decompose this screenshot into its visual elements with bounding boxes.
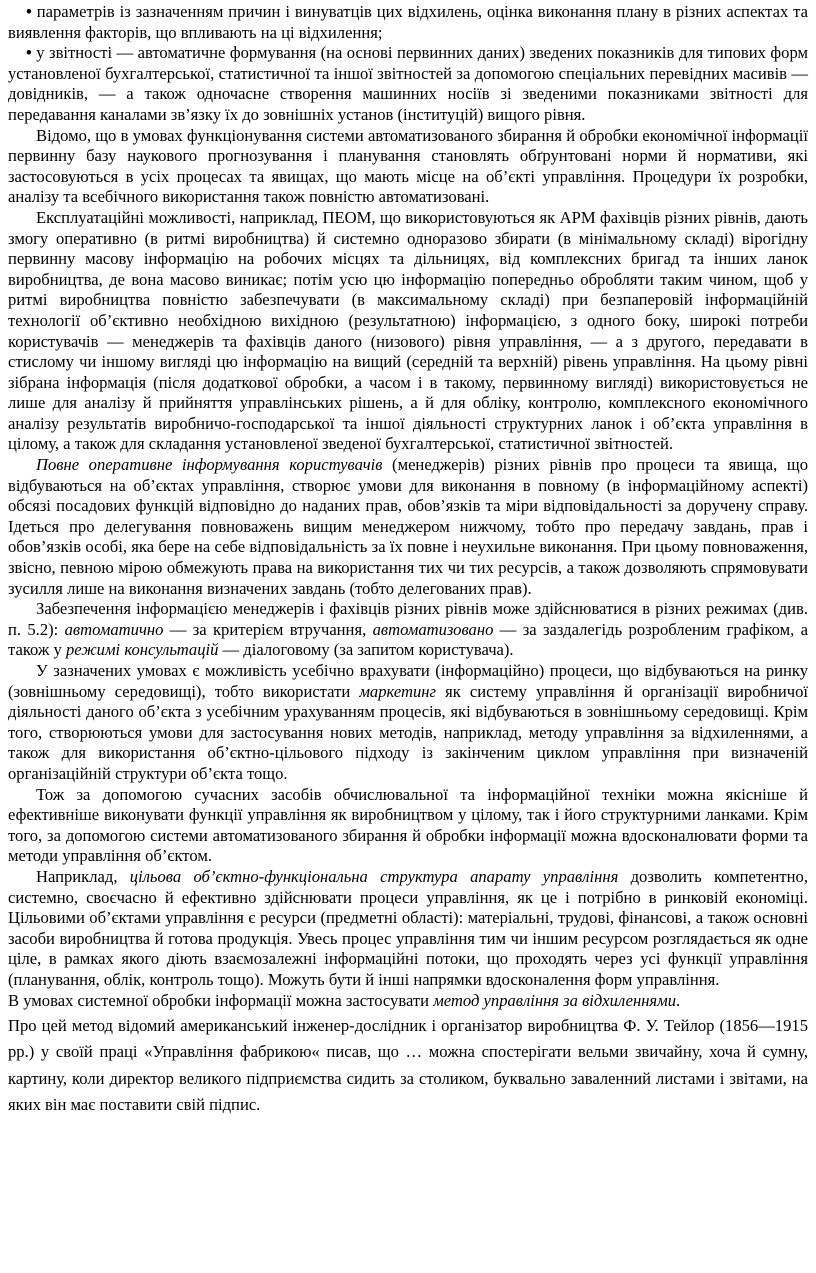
- bullet-item-reporting: [8, 43, 808, 125]
- term-marketing: маркетинг: [359, 681, 436, 701]
- term-deviation-method: метод управління за відхиленнями: [433, 990, 677, 1010]
- paragraph-text: Забезпечення інформацією менеджерів і фахівців різних рівнів може здійснюватися в різних режимах (див. п. 5.2):: [8, 599, 808, 639]
- paragraph-target-structure: [8, 867, 808, 991]
- paragraph-computing-tools: Тож за допомогою сучасних засобів обчислювальної та інформаційної техніки можна якісніше й ефективніше виконувати функції управління як виробництвом у цілому, так і його структурними ланками. Крім того, за допомогою системи автоматизованого збирання й обробки інформації можна вдосконалювати форми та методи управління об’єктом.: [8, 784, 808, 866]
- paragraph-text: .: [676, 990, 681, 1010]
- paragraph-norms: Відомо, що в умовах функціонування системи автоматизованого збирання й обробки економічної інформації первинну базу наукового прогнозування і планування становлять обґрунтовані норми й нормативи, які застосовуються в усіх процесах та явищах, що мають місце на об’єкті управління. Процедури їх розробки, аналізу та всебічного використання також повністю автоматизовані.: [8, 125, 808, 207]
- paragraph-text: (менеджерів) різних рівнів про процеси та явища, що відбуваються на об’єктах управління, створює умови для виконання в повному (в інформаційному аспекті) обсязі посадових функцій відповідно до наданих прав, обов’язків та міри відповідальності за доручену справу. Ідеться про делегування повноважень вищим менеджером нижчому, тобто про передачу завдань, прав і обов’язків особі, яка бере на себе відповідальність за їх повне і неухильне виконання. При цьому повноваження, звісно, певною мірою обмежують права на використання тих чи тих ресурсів, а також дозволяють спрямовувати зусилля лише на виконання визначених завдань (тобто делегованих прав).: [8, 455, 808, 598]
- paragraph-text: — за критерієм втручання,: [163, 619, 373, 639]
- term-target-structure: цільова об’єктно-функціональна структура апарату управління: [129, 866, 619, 886]
- term-automated: автоматизовано: [372, 619, 494, 639]
- paragraph-taylor: Про цей метод відомий американський інженер-дослідник і організатор виробництва Ф. У. Тейлор (1856—1915 рр.) у своїй праці «Управління фабрикою« писав, що … можна спостерігати вельми звичайну, хоча й сумну, картину, коли директор великого підприємства сидить за столиком, буквально заваленний листами і звітами, на яких він має поставити свій підпис.: [8, 1016, 808, 1114]
- paragraph-full-informing: [8, 455, 808, 599]
- paragraph-text: — за заздалегідь розробленим графіком, а також у: [8, 619, 808, 660]
- bullet-text: у звітності — автоматичне формування (на основі первинних даних) зведених показників для типових форм установленої бухгалтерської, статистичної та іншої звітностей за допомогою спеціальних перевідних масивів — довідників, — а також одночасне створення машинних носіїв зі зведеними показниками звітності для передавання каналами зв’язку їх до зовнішніх установ (інституцій) вищого рівня.: [8, 43, 808, 124]
- paragraph-text: дозволить компетентно, системно, своєчасно й ефективно здійснювати процеси управління, як це і потрібно в ринковій економіці. Цільовими об’єктами управління є ресурси (предметні області): матеріальні, трудові, фінансові, а також основні засоби виробництва й готова продукція. Увесь процес управління тим чи іншим ресурсом розглядається як одне ціле, в рамках якого діють взаємозалежні інформаційні потоки, що проходять через усі функції управління (планування, облік, контроль тощо). Можуть бути й інші напрямки вдосконалення форм управління.: [8, 866, 808, 989]
- term-automatic: автоматично: [64, 619, 164, 639]
- bullet-text: параметрів із зазначенням причин і винуватців цих відхилень, оцінка виконання плану в різних аспектах та виявлення факторів, що впливають на ці відхилення;: [8, 2, 808, 42]
- paragraph-marketing: [8, 661, 808, 785]
- paragraph-pc-capabilities: Експлуатаційні можливості, наприклад, ПЕОМ, що використовуються як АРМ фахівців різних рівнів, дають змогу оперативно (в ритмі виробництва) й системно одноразово збирати (в мінімальному складі) вірогідну первинну масову інформацію на робочих місцях та дільницях, від комплексних бригад та інших ланок виробництва, де вона масово виникає; потім усю цю інформацію попередньо обробляти таким чином, щоб у ритмі виробництва повністю забезпечувати (в максимальному складі) при безпаперовій інформаційній технології об’єктивно необхідною вихідною (результатною) інформацією, з одного боку, широкі потреби користувачів — менеджерів та фахівців даного (низового) рівня управління, — а з другого, передавати в стислому чи іншому вигляді цю інформацію на вищий (середній та верхній) рівень управління. На цьому рівні зібрана інформація (після додаткової обробки, а часом і в такому, первинному вигляді) використовується не лише для аналізу й прийняття управлінських рішень, а й для обліку, контролю, комплексного економічного аналізу результатів виробничо-господарської та іншої діяльності структурних ланок і об’єкта управління в цілому, а також для складання установленої зведеної бухгалтерської, статистичної звітностей.: [8, 207, 808, 454]
- paragraph-modes: [8, 599, 808, 661]
- bullet-marker: •: [26, 43, 32, 63]
- term-consultation-mode: режимі консультацій: [65, 640, 219, 660]
- paragraph-text: Наприклад,: [36, 866, 130, 886]
- paragraph-text: як систему управління й організації виробничої діяльності даного об’єкта з усебічним урахуванням процесів, які відбуваються в зовнішньому середовищі. Крім того, створюються умови для застосування нових методів, наприклад, методу управління за відхиленнями, а також для використання об’єктно-цільового підходу із закінченим циклом управління при визначеній організаційній структури об’єкта тощо.: [8, 681, 808, 783]
- paragraph-text: — діалоговому (за запитом користувача).: [218, 640, 514, 660]
- term-full-informing: Повне оперативне інформування користувачів: [36, 455, 383, 475]
- paragraph-text: У зазначених умовах є можливість усебічно врахувати (інформаційно) процеси, що відбуваються на ринку (зовнішньому середовищі), тобто використати: [8, 661, 808, 701]
- bullet-item-deviations: [8, 2, 808, 43]
- paragraph-text: В умовах системної обробки інформації можна застосувати: [8, 990, 434, 1010]
- paragraph-deviation-method: [8, 991, 808, 1012]
- bullet-marker: •: [26, 2, 32, 21]
